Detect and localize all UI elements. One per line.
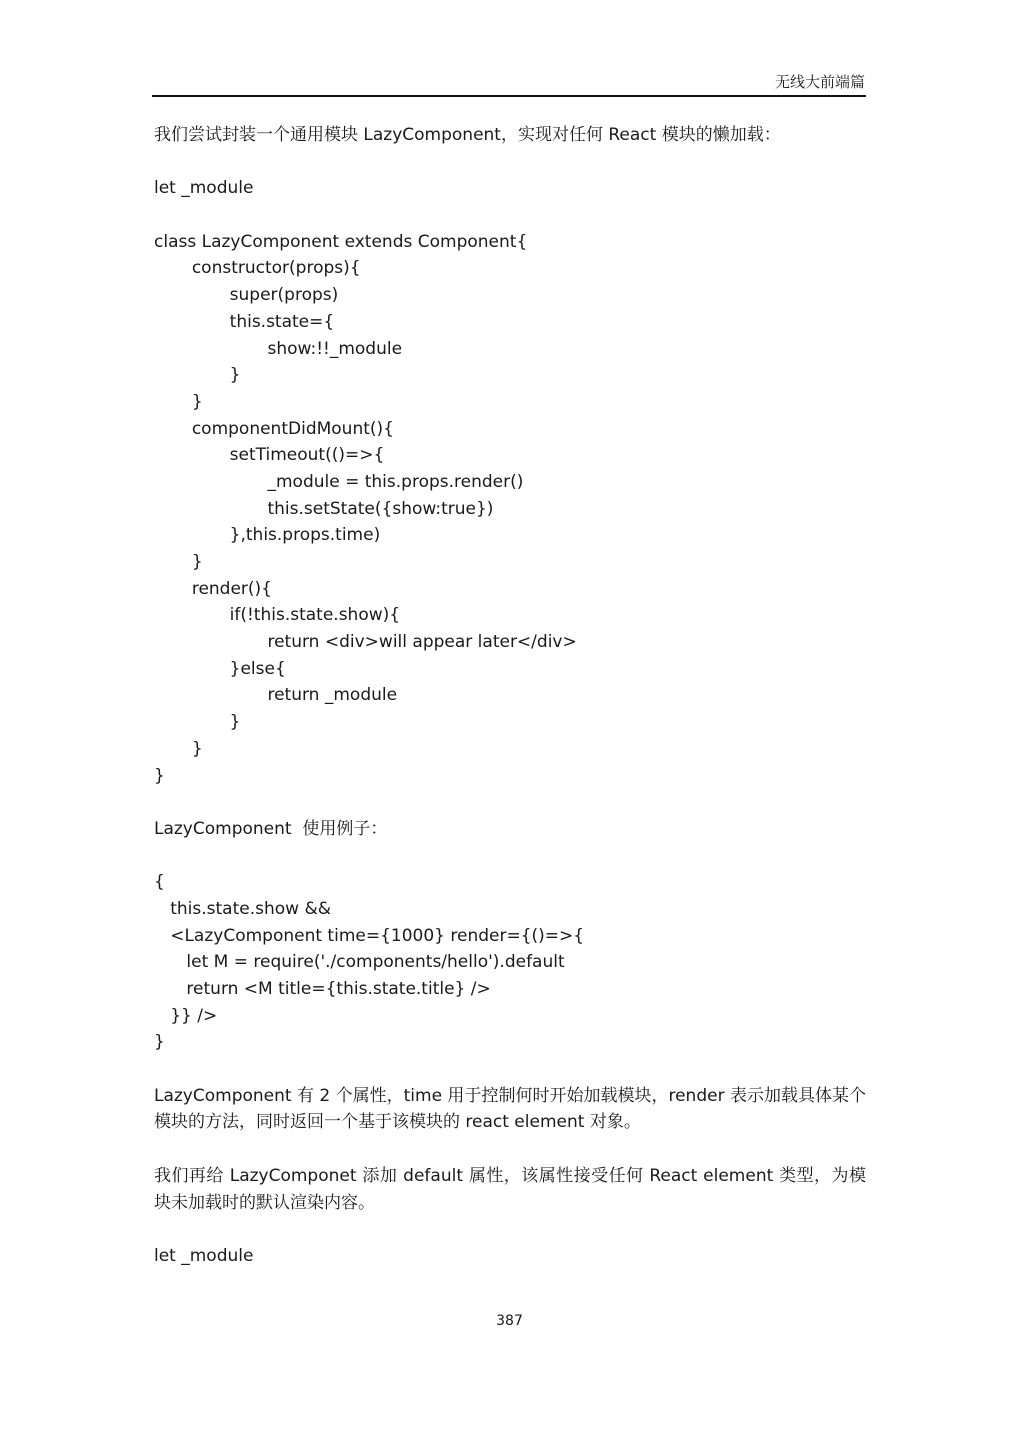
intro-paragraph: 我们尝试封装一个通用模块 LazyComponent，实现对任何 React 模块的懒加载： — [154, 125, 781, 145]
code-line: } — [154, 738, 203, 759]
header-rule — [152, 95, 866, 97]
code-line: <LazyComponent time={1000} render={()=>{ — [154, 925, 585, 946]
code-line: let _module — [154, 1245, 254, 1266]
spacer — [154, 843, 866, 870]
code-line: constructor(props){ — [154, 258, 361, 279]
spacer — [154, 149, 866, 176]
code-line: },this.props.time) — [154, 525, 381, 546]
usage-heading: LazyComponent 使用例子： — [154, 818, 388, 839]
code-line: let _module — [154, 178, 254, 199]
code-line: } — [154, 365, 241, 386]
code-line: class LazyComponent extends Component{ — [154, 231, 528, 252]
header-title: 无线大前端篇 — [774, 73, 865, 91]
code-line: show:!!_module — [154, 338, 403, 359]
code-line: this.state={ — [154, 311, 335, 332]
code-line: if(!this.state.show){ — [154, 605, 401, 626]
code-line: render(){ — [154, 578, 272, 599]
page-number: 387 — [496, 1313, 523, 1329]
page-content — [154, 122, 866, 1270]
code-line: this.state.show && — [154, 898, 331, 919]
code-block-lazy-component — [154, 175, 866, 789]
code-line: componentDidMount(){ — [154, 418, 394, 439]
code-line: }} /> — [154, 1005, 218, 1026]
code-block-continued — [154, 1243, 866, 1270]
spacer — [154, 789, 866, 816]
code-line: } — [154, 552, 203, 573]
code-line: this.setState({show:true}) — [154, 498, 494, 519]
code-line: setTimeout(()=>{ — [154, 445, 385, 466]
paragraph-default-prop: 我们再给 LazyComponet 添加 default 属性，该属性接受任何 React element 类型，为模块未加载时的默认渲染内容。 — [154, 1165, 866, 1213]
code-line: return <div>will appear later</div> — [154, 632, 577, 653]
code-line: }else{ — [154, 658, 286, 679]
code-line: return <M title={this.state.title} /> — [154, 979, 491, 1000]
spacer — [154, 1056, 866, 1083]
code-line: } — [154, 712, 241, 733]
spacer — [154, 1216, 866, 1243]
code-line: } — [154, 765, 165, 786]
code-block-usage-example — [154, 869, 866, 1056]
code-line: return _module — [154, 685, 398, 706]
code-line: { — [154, 872, 165, 893]
code-line: let M = require('./components/hello').default — [154, 952, 565, 973]
code-line: } — [154, 1032, 165, 1053]
paragraph-props-description: LazyComponent 有 2 个属性，time 用于控制何时开始加载模块，render 表示加载具体某个模块的方法，同时返回一个基于该模块的 react element 对象。 — [154, 1085, 866, 1133]
code-line: _module = this.props.render() — [154, 471, 524, 492]
code-line: } — [154, 391, 203, 412]
spacer — [154, 1136, 866, 1163]
code-line: super(props) — [154, 285, 339, 306]
code-line — [154, 202, 866, 229]
